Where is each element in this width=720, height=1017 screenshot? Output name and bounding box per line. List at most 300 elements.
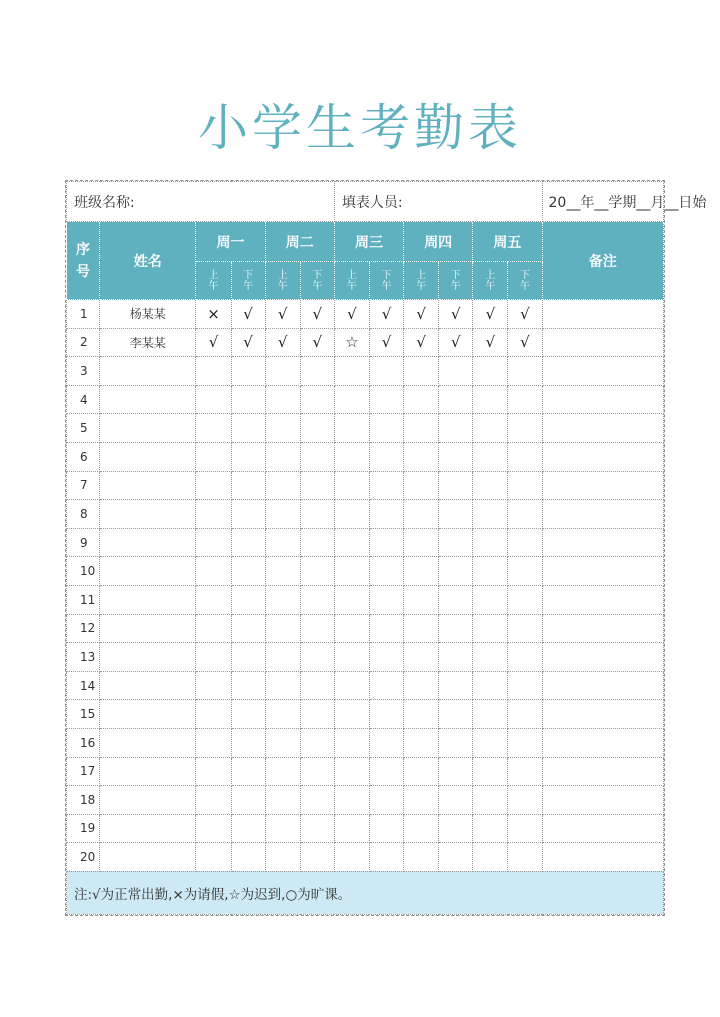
attendance-cell[interactable]	[508, 414, 542, 443]
attendance-cell[interactable]	[300, 643, 334, 672]
attendance-cell[interactable]	[473, 385, 508, 414]
attendance-cell[interactable]	[334, 414, 369, 443]
attendance-cell[interactable]	[300, 528, 334, 557]
attendance-cell[interactable]	[369, 471, 403, 500]
attendance-cell[interactable]	[473, 414, 508, 443]
table-row	[67, 300, 664, 329]
header-day-thu: 周四	[404, 222, 473, 262]
attendance-cell[interactable]	[369, 843, 403, 872]
attendance-cell[interactable]	[265, 671, 300, 700]
student-name-cell[interactable]	[100, 500, 196, 529]
attendance-cell[interactable]	[265, 786, 300, 815]
attendance-cell[interactable]	[473, 757, 508, 786]
attendance-cell[interactable]: √	[265, 328, 300, 357]
table-row	[67, 728, 664, 757]
table-row	[67, 614, 664, 643]
attendance-cell[interactable]	[334, 585, 369, 614]
header-am-day-5: 上午	[473, 262, 508, 300]
attendance-cell[interactable]	[334, 442, 369, 471]
attendance-cell[interactable]	[508, 557, 542, 586]
attendance-cell[interactable]	[300, 385, 334, 414]
student-name-cell[interactable]: 李某某	[100, 328, 196, 357]
attendance-cell[interactable]	[439, 585, 473, 614]
attendance-cell[interactable]: √	[473, 300, 508, 329]
attendance-cell[interactable]	[369, 500, 403, 529]
attendance-cell[interactable]	[334, 757, 369, 786]
student-name-cell[interactable]	[100, 671, 196, 700]
attendance-cell[interactable]	[404, 786, 439, 815]
header-pm-day-5: 下午	[508, 262, 542, 300]
attendance-cell[interactable]	[404, 700, 439, 729]
header-am-day-3: 上午	[334, 262, 369, 300]
student-name-cell[interactable]	[100, 442, 196, 471]
attendance-cell[interactable]	[439, 843, 473, 872]
student-name-cell[interactable]	[100, 471, 196, 500]
row-number: 12	[67, 614, 100, 643]
attendance-cell[interactable]	[231, 585, 265, 614]
attendance-cell[interactable]	[231, 557, 265, 586]
remarks-cell[interactable]	[542, 357, 663, 386]
header-am-day-1: 上午	[196, 262, 231, 300]
attendance-cell[interactable]	[508, 643, 542, 672]
attendance-cell[interactable]	[334, 643, 369, 672]
row-number: 16	[67, 728, 100, 757]
attendance-cell[interactable]	[369, 385, 403, 414]
attendance-cell[interactable]	[508, 385, 542, 414]
attendance-cell[interactable]	[231, 728, 265, 757]
attendance-cell[interactable]	[334, 471, 369, 500]
attendance-cell[interactable]	[369, 414, 403, 443]
info-row	[67, 182, 664, 222]
row-number: 15	[67, 700, 100, 729]
remarks-cell[interactable]	[542, 385, 663, 414]
attendance-cell[interactable]	[231, 671, 265, 700]
table-row	[67, 557, 664, 586]
table-row	[67, 357, 664, 386]
attendance-cell[interactable]	[231, 385, 265, 414]
attendance-cell[interactable]	[231, 700, 265, 729]
attendance-cell[interactable]	[265, 528, 300, 557]
legend-note: 注:√为正常出勤,×为请假,☆为迟到,○为旷课。	[67, 871, 664, 914]
attendance-cell[interactable]	[369, 614, 403, 643]
attendance-cell[interactable]	[300, 557, 334, 586]
attendance-cell[interactable]: ☆	[334, 328, 369, 357]
attendance-cell[interactable]	[231, 757, 265, 786]
attendance-cell[interactable]	[196, 585, 231, 614]
attendance-cell[interactable]	[439, 357, 473, 386]
remarks-cell[interactable]	[542, 471, 663, 500]
attendance-cell[interactable]	[334, 671, 369, 700]
attendance-cell[interactable]	[439, 414, 473, 443]
attendance-cell[interactable]	[439, 385, 473, 414]
attendance-cell[interactable]	[265, 385, 300, 414]
remarks-cell[interactable]	[542, 528, 663, 557]
attendance-cell[interactable]: √	[231, 328, 265, 357]
attendance-cell[interactable]	[265, 643, 300, 672]
attendance-cell[interactable]	[334, 614, 369, 643]
page-title: 小学生考勤表	[198, 99, 522, 157]
student-name-cell[interactable]	[100, 528, 196, 557]
attendance-cell[interactable]	[300, 500, 334, 529]
attendance-cell[interactable]	[439, 757, 473, 786]
table-row	[67, 471, 664, 500]
attendance-cell[interactable]	[439, 700, 473, 729]
attendance-cell[interactable]	[265, 585, 300, 614]
attendance-table	[66, 181, 707, 915]
attendance-cell[interactable]	[231, 500, 265, 529]
attendance-cell[interactable]: √	[439, 300, 473, 329]
attendance-cell[interactable]	[231, 643, 265, 672]
remarks-cell[interactable]	[542, 585, 663, 614]
attendance-cell[interactable]	[473, 442, 508, 471]
attendance-cell[interactable]	[404, 728, 439, 757]
attendance-cell[interactable]	[334, 385, 369, 414]
row-number: 6	[67, 442, 100, 471]
attendance-cell[interactable]	[265, 414, 300, 443]
attendance-cell[interactable]	[265, 357, 300, 386]
attendance-cell[interactable]	[369, 757, 403, 786]
attendance-cell[interactable]: √	[404, 300, 439, 329]
remarks-cell[interactable]	[542, 614, 663, 643]
attendance-cell[interactable]	[231, 814, 265, 843]
table-row	[67, 814, 664, 843]
attendance-cell[interactable]	[369, 671, 403, 700]
attendance-cell[interactable]: √	[300, 328, 334, 357]
attendance-cell[interactable]	[196, 500, 231, 529]
remarks-cell[interactable]	[542, 728, 663, 757]
header-day-wed: 周三	[334, 222, 403, 262]
attendance-cell[interactable]	[231, 471, 265, 500]
attendance-cell[interactable]: √	[508, 300, 542, 329]
remarks-cell[interactable]	[542, 643, 663, 672]
attendance-cell[interactable]	[231, 786, 265, 815]
attendance-cell[interactable]	[334, 557, 369, 586]
header-pm-day-3: 下午	[369, 262, 403, 300]
table-row	[67, 757, 664, 786]
attendance-cell[interactable]	[439, 442, 473, 471]
student-name-cell[interactable]	[100, 357, 196, 386]
attendance-cell[interactable]	[196, 557, 231, 586]
attendance-cell[interactable]	[196, 728, 231, 757]
student-name-cell[interactable]	[100, 385, 196, 414]
attendance-cell[interactable]	[508, 786, 542, 815]
row-number: 4	[67, 385, 100, 414]
row-number: 20	[67, 843, 100, 872]
attendance-cell[interactable]	[473, 786, 508, 815]
attendance-cell[interactable]	[265, 757, 300, 786]
attendance-cell[interactable]	[473, 557, 508, 586]
student-name-cell[interactable]	[100, 585, 196, 614]
attendance-cell[interactable]	[369, 814, 403, 843]
table-row	[67, 786, 664, 815]
attendance-cell[interactable]	[231, 357, 265, 386]
attendance-cell[interactable]	[334, 357, 369, 386]
table-row	[67, 643, 664, 672]
header-pm-day-4: 下午	[439, 262, 473, 300]
attendance-cell[interactable]	[473, 614, 508, 643]
attendance-cell[interactable]	[265, 614, 300, 643]
attendance-cell[interactable]	[231, 442, 265, 471]
attendance-cell[interactable]	[231, 414, 265, 443]
attendance-cell[interactable]	[439, 557, 473, 586]
student-name-cell[interactable]	[100, 843, 196, 872]
attendance-cell[interactable]	[508, 471, 542, 500]
attendance-cell[interactable]: √	[231, 300, 265, 329]
remarks-cell[interactable]	[542, 557, 663, 586]
attendance-cell[interactable]	[300, 757, 334, 786]
header-day-mon: 周一	[196, 222, 265, 262]
class-name-field[interactable]: 班级名称:	[67, 182, 335, 222]
attendance-cell[interactable]: √	[439, 328, 473, 357]
remarks-cell[interactable]	[542, 786, 663, 815]
header-am-day-4: 上午	[404, 262, 439, 300]
attendance-cell[interactable]	[334, 814, 369, 843]
attendance-cell[interactable]	[334, 786, 369, 815]
attendance-cell[interactable]	[508, 500, 542, 529]
attendance-cell[interactable]	[473, 585, 508, 614]
attendance-cell[interactable]	[404, 500, 439, 529]
attendance-cell[interactable]	[300, 614, 334, 643]
attendance-cell[interactable]	[473, 500, 508, 529]
attendance-cell[interactable]	[404, 614, 439, 643]
remarks-cell[interactable]	[542, 500, 663, 529]
attendance-cell[interactable]	[404, 843, 439, 872]
attendance-cell[interactable]	[265, 557, 300, 586]
attendance-cell[interactable]	[334, 700, 369, 729]
attendance-cell[interactable]	[196, 528, 231, 557]
table-row	[67, 585, 664, 614]
student-name-cell[interactable]	[100, 614, 196, 643]
student-name-cell[interactable]	[100, 414, 196, 443]
attendance-cell[interactable]	[508, 614, 542, 643]
attendance-cell[interactable]	[404, 643, 439, 672]
attendance-cell[interactable]	[196, 643, 231, 672]
attendance-cell[interactable]	[300, 728, 334, 757]
attendance-cell[interactable]	[473, 671, 508, 700]
attendance-cell[interactable]	[369, 700, 403, 729]
attendance-cell[interactable]	[369, 643, 403, 672]
row-number: 7	[67, 471, 100, 500]
attendance-cell[interactable]	[508, 528, 542, 557]
attendance-cell[interactable]	[508, 814, 542, 843]
attendance-cell[interactable]	[439, 643, 473, 672]
row-number: 2	[67, 328, 100, 357]
remarks-cell[interactable]	[542, 300, 663, 329]
attendance-cell[interactable]	[439, 814, 473, 843]
attendance-cell[interactable]	[300, 414, 334, 443]
table-row	[67, 328, 664, 357]
attendance-cell[interactable]: √	[473, 328, 508, 357]
row-number: 11	[67, 585, 100, 614]
attendance-cell[interactable]	[300, 471, 334, 500]
attendance-cell[interactable]	[196, 357, 231, 386]
attendance-cell[interactable]: √	[508, 328, 542, 357]
row-number: 17	[67, 757, 100, 786]
attendance-cell[interactable]	[439, 786, 473, 815]
remarks-cell[interactable]	[542, 442, 663, 471]
attendance-cell[interactable]	[196, 614, 231, 643]
remarks-cell[interactable]	[542, 414, 663, 443]
header-day-tue: 周二	[265, 222, 334, 262]
attendance-cell[interactable]: √	[404, 328, 439, 357]
attendance-cell[interactable]: √	[369, 328, 403, 357]
attendance-cell[interactable]	[508, 843, 542, 872]
attendance-cell[interactable]	[473, 357, 508, 386]
attendance-cell[interactable]	[369, 357, 403, 386]
attendance-cell[interactable]	[369, 557, 403, 586]
attendance-cell[interactable]	[404, 557, 439, 586]
attendance-cell[interactable]	[439, 528, 473, 557]
header-seq: 序号	[67, 222, 100, 300]
header-pm-day-1: 下午	[231, 262, 265, 300]
attendance-cell[interactable]	[300, 786, 334, 815]
table-row	[67, 671, 664, 700]
student-name-cell[interactable]	[100, 700, 196, 729]
attendance-cell[interactable]	[439, 471, 473, 500]
attendance-cell[interactable]	[508, 671, 542, 700]
row-number: 10	[67, 557, 100, 586]
attendance-cell[interactable]	[404, 471, 439, 500]
attendance-cell[interactable]	[404, 442, 439, 471]
attendance-cell[interactable]	[404, 385, 439, 414]
attendance-cell[interactable]	[196, 786, 231, 815]
attendance-cell[interactable]	[473, 528, 508, 557]
attendance-cell[interactable]	[473, 843, 508, 872]
student-name-cell[interactable]	[100, 643, 196, 672]
table-row	[67, 500, 664, 529]
attendance-cell[interactable]	[439, 614, 473, 643]
filler-field[interactable]: 填表人员:	[334, 182, 542, 222]
attendance-cell[interactable]	[473, 700, 508, 729]
attendance-cell[interactable]	[196, 385, 231, 414]
row-number: 3	[67, 357, 100, 386]
table-row	[67, 843, 664, 872]
attendance-cell[interactable]: √	[300, 300, 334, 329]
attendance-cell[interactable]	[196, 757, 231, 786]
attendance-cell[interactable]	[404, 814, 439, 843]
attendance-cell[interactable]: √	[334, 300, 369, 329]
remarks-cell[interactable]	[542, 328, 663, 357]
attendance-cell[interactable]	[334, 843, 369, 872]
student-name-cell[interactable]	[100, 814, 196, 843]
attendance-cell[interactable]	[508, 357, 542, 386]
attendance-cell[interactable]: √	[265, 300, 300, 329]
attendance-cell[interactable]	[300, 442, 334, 471]
attendance-cell[interactable]	[265, 500, 300, 529]
attendance-cell[interactable]	[404, 585, 439, 614]
attendance-cell[interactable]	[300, 700, 334, 729]
attendance-cell[interactable]	[231, 843, 265, 872]
attendance-cell[interactable]	[196, 814, 231, 843]
attendance-cell[interactable]	[369, 528, 403, 557]
attendance-cell[interactable]	[473, 643, 508, 672]
row-number: 5	[67, 414, 100, 443]
attendance-cell[interactable]	[404, 757, 439, 786]
attendance-cell[interactable]: ×	[196, 300, 231, 329]
remarks-cell[interactable]	[542, 700, 663, 729]
attendance-cell[interactable]	[404, 671, 439, 700]
header-name: 姓名	[100, 222, 196, 300]
attendance-cell[interactable]	[334, 528, 369, 557]
remarks-cell[interactable]	[542, 843, 663, 872]
attendance-cell[interactable]	[508, 700, 542, 729]
attendance-cell[interactable]	[439, 728, 473, 757]
remarks-cell[interactable]	[542, 757, 663, 786]
attendance-cell[interactable]	[404, 528, 439, 557]
attendance-cell[interactable]	[231, 528, 265, 557]
remarks-cell[interactable]	[542, 671, 663, 700]
header-pm-day-2: 下午	[300, 262, 334, 300]
attendance-cell[interactable]	[473, 728, 508, 757]
attendance-cell[interactable]: √	[369, 300, 403, 329]
attendance-cell[interactable]	[508, 728, 542, 757]
attendance-cell[interactable]	[369, 585, 403, 614]
table-row	[67, 385, 664, 414]
attendance-cell[interactable]	[196, 671, 231, 700]
attendance-cell[interactable]	[369, 442, 403, 471]
attendance-cell[interactable]	[265, 442, 300, 471]
attendance-cell[interactable]	[300, 671, 334, 700]
attendance-cell[interactable]	[334, 500, 369, 529]
student-name-cell[interactable]: 杨某某	[100, 300, 196, 329]
student-name-cell[interactable]	[100, 786, 196, 815]
attendance-cell[interactable]	[196, 414, 231, 443]
attendance-cell[interactable]	[300, 357, 334, 386]
attendance-cell[interactable]	[439, 500, 473, 529]
attendance-cell[interactable]	[196, 471, 231, 500]
header-row-days	[67, 222, 664, 262]
header-am-day-2: 上午	[265, 262, 300, 300]
attendance-cell[interactable]	[404, 357, 439, 386]
remarks-cell[interactable]	[542, 814, 663, 843]
attendance-cell[interactable]	[508, 585, 542, 614]
student-name-cell[interactable]	[100, 557, 196, 586]
attendance-cell[interactable]	[508, 757, 542, 786]
attendance-cell[interactable]	[508, 442, 542, 471]
attendance-cell[interactable]	[369, 786, 403, 815]
attendance-cell[interactable]	[300, 585, 334, 614]
attendance-cell[interactable]	[231, 614, 265, 643]
student-name-cell[interactable]	[100, 757, 196, 786]
row-number: 9	[67, 528, 100, 557]
attendance-cell[interactable]	[300, 843, 334, 872]
row-number: 14	[67, 671, 100, 700]
attendance-cell[interactable]	[265, 843, 300, 872]
attendance-cell[interactable]	[473, 814, 508, 843]
attendance-sheet	[65, 180, 707, 916]
attendance-cell[interactable]	[473, 471, 508, 500]
attendance-cell[interactable]	[265, 814, 300, 843]
attendance-cell[interactable]	[334, 728, 369, 757]
attendance-cell[interactable]	[404, 414, 439, 443]
row-number: 1	[67, 300, 100, 329]
attendance-cell[interactable]	[265, 700, 300, 729]
attendance-cell[interactable]	[196, 700, 231, 729]
attendance-cell[interactable]	[265, 728, 300, 757]
attendance-cell[interactable]	[196, 843, 231, 872]
table-row	[67, 442, 664, 471]
attendance-cell[interactable]	[300, 814, 334, 843]
attendance-cell[interactable]: √	[196, 328, 231, 357]
student-name-cell[interactable]	[100, 728, 196, 757]
attendance-cell[interactable]	[196, 442, 231, 471]
table-row	[67, 414, 664, 443]
attendance-cell[interactable]	[265, 471, 300, 500]
attendance-cell[interactable]	[369, 728, 403, 757]
row-number: 19	[67, 814, 100, 843]
attendance-cell[interactable]	[439, 671, 473, 700]
date-field[interactable]: 20__年__学期__月__日始	[542, 182, 663, 222]
